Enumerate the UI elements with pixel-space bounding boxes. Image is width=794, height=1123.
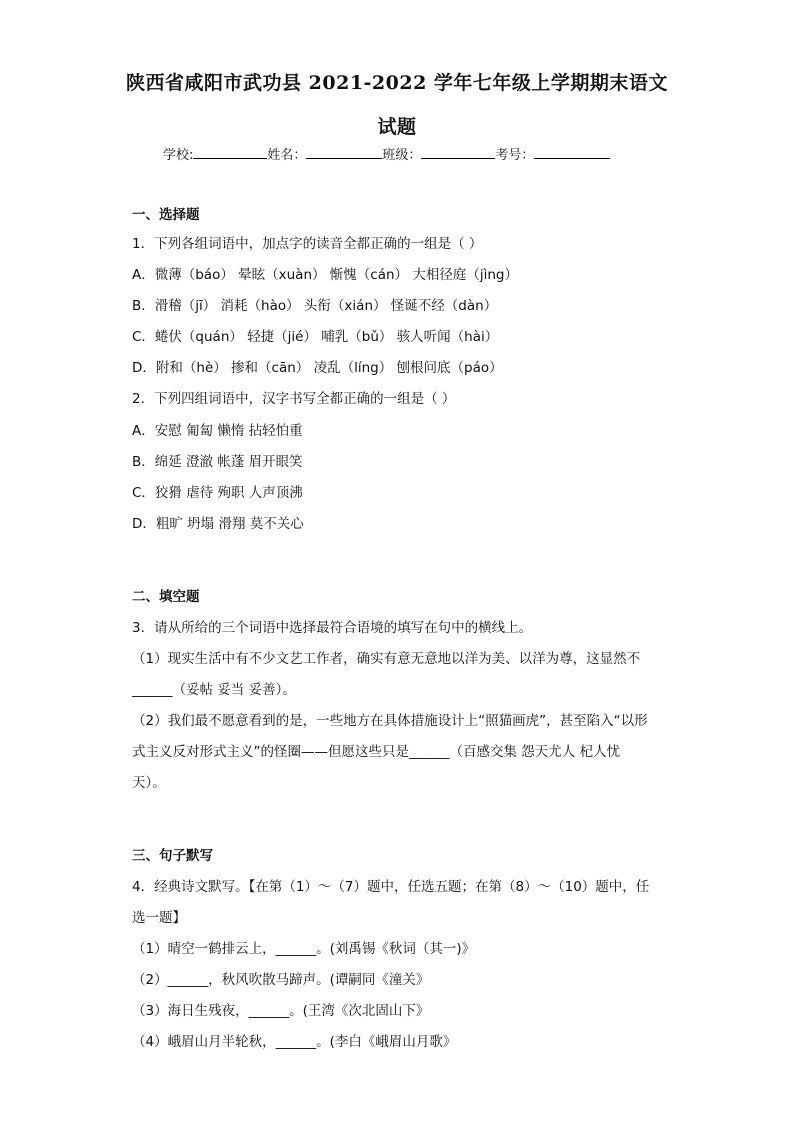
exam-title-line-2: 试题 [377,116,417,138]
class-label: 班级： [382,148,422,163]
exam-title-line-1: 陕西省咸阳市武功县 2021-2022 学年七年级上学期期末语文 [126,72,668,94]
question-2-option-a: A．安慰 匍匐 懒惰 拈轻怕重 [132,423,303,439]
question-3-part-2-line-2: 式主义反对形式主义”的怪圈——但愿这些只是______（百感交集 怨天尤人 杞人忧 [132,744,621,760]
section-heading-recitation: 三、句子默写 [132,848,213,864]
question-1-stem: 1．下列各组词语中，加点字的读音全都正确的一组是（ ） [132,236,483,252]
question-1-option-b: B．滑稽（jī） 消耗（hào） 头衔（xián） 怪诞不经（dàn） [132,298,498,314]
question-2-option-d: D．粗旷 坍塌 滑翔 莫不关心 [132,516,304,532]
number-label: 考号： [495,148,535,163]
school-blank[interactable] [193,146,267,159]
question-2-option-c: C．狡猾 虐待 殉职 人声顶沸 [132,485,303,501]
question-1-option-a: A．微薄（báo） 晕眩（xuàn） 惭愧（cán） 大相径庭（jìng） [132,267,518,283]
question-3-part-1-line-1: （1）现实生活中有不少文艺工作者，确实有意无意地以洋为美、以洋为尊，这显然不 [132,651,641,667]
school-label: 学校: [163,148,194,163]
question-1-option-c: C．蜷伏（quán） 轻捷（jié） 哺乳（bǔ） 骇人听闻（hài） [132,329,499,345]
section-heading-fill: 二、填空题 [132,589,200,605]
question-3-part-2-line-1: （2）我们最不愿意看到的是，一些地方在具体措施设计上“照猫画虎”，甚至陷入“以形 [132,713,648,729]
name-blank[interactable] [306,146,382,159]
question-2-stem: 2．下列四组词语中，汉字书写全都正确的一组是（ ） [132,391,456,407]
question-2-option-b: B．绵延 澄澈 帐蓬 眉开眼笑 [132,454,303,470]
question-4-item-1: （1）晴空一鹤排云上，______。(刘禹锡《秋词（其一)》 [132,941,476,957]
question-1-option-d: D．附和（hè） 掺和（cān） 凌乱（líng） 刨根问底（páo） [132,360,503,376]
question-4-stem-line-2: 选一题】 [132,910,186,926]
question-3-part-1-line-2: ______（妥帖 妥当 妥善）。 [132,682,296,698]
student-info-row [163,144,610,163]
class-blank[interactable] [421,146,495,159]
question-4-item-2: （2）______，秋风吹散马蹄声。(谭嗣同《潼关》 [132,972,430,988]
question-3-part-2-line-3: 天）。 [132,775,166,791]
question-4-item-3: （3）海日生残夜，______。(王湾《次北固山下》 [132,1003,430,1019]
question-4-item-4: （4）峨眉山月半轮秋，______。(李白《峨眉山月歌》 [132,1034,457,1050]
number-blank[interactable] [534,146,610,159]
question-4-stem-line-1: 4．经典诗文默写。【在第（1）～（7）题中，任选五题；在第（8）～（10）题中，任 [132,879,650,895]
section-heading-choice: 一、选择题 [132,207,200,223]
name-label: 姓名： [267,148,307,163]
question-3-stem: 3．请从所给的三个词语中选择最符合语境的填写在句中的横线上。 [132,620,533,636]
